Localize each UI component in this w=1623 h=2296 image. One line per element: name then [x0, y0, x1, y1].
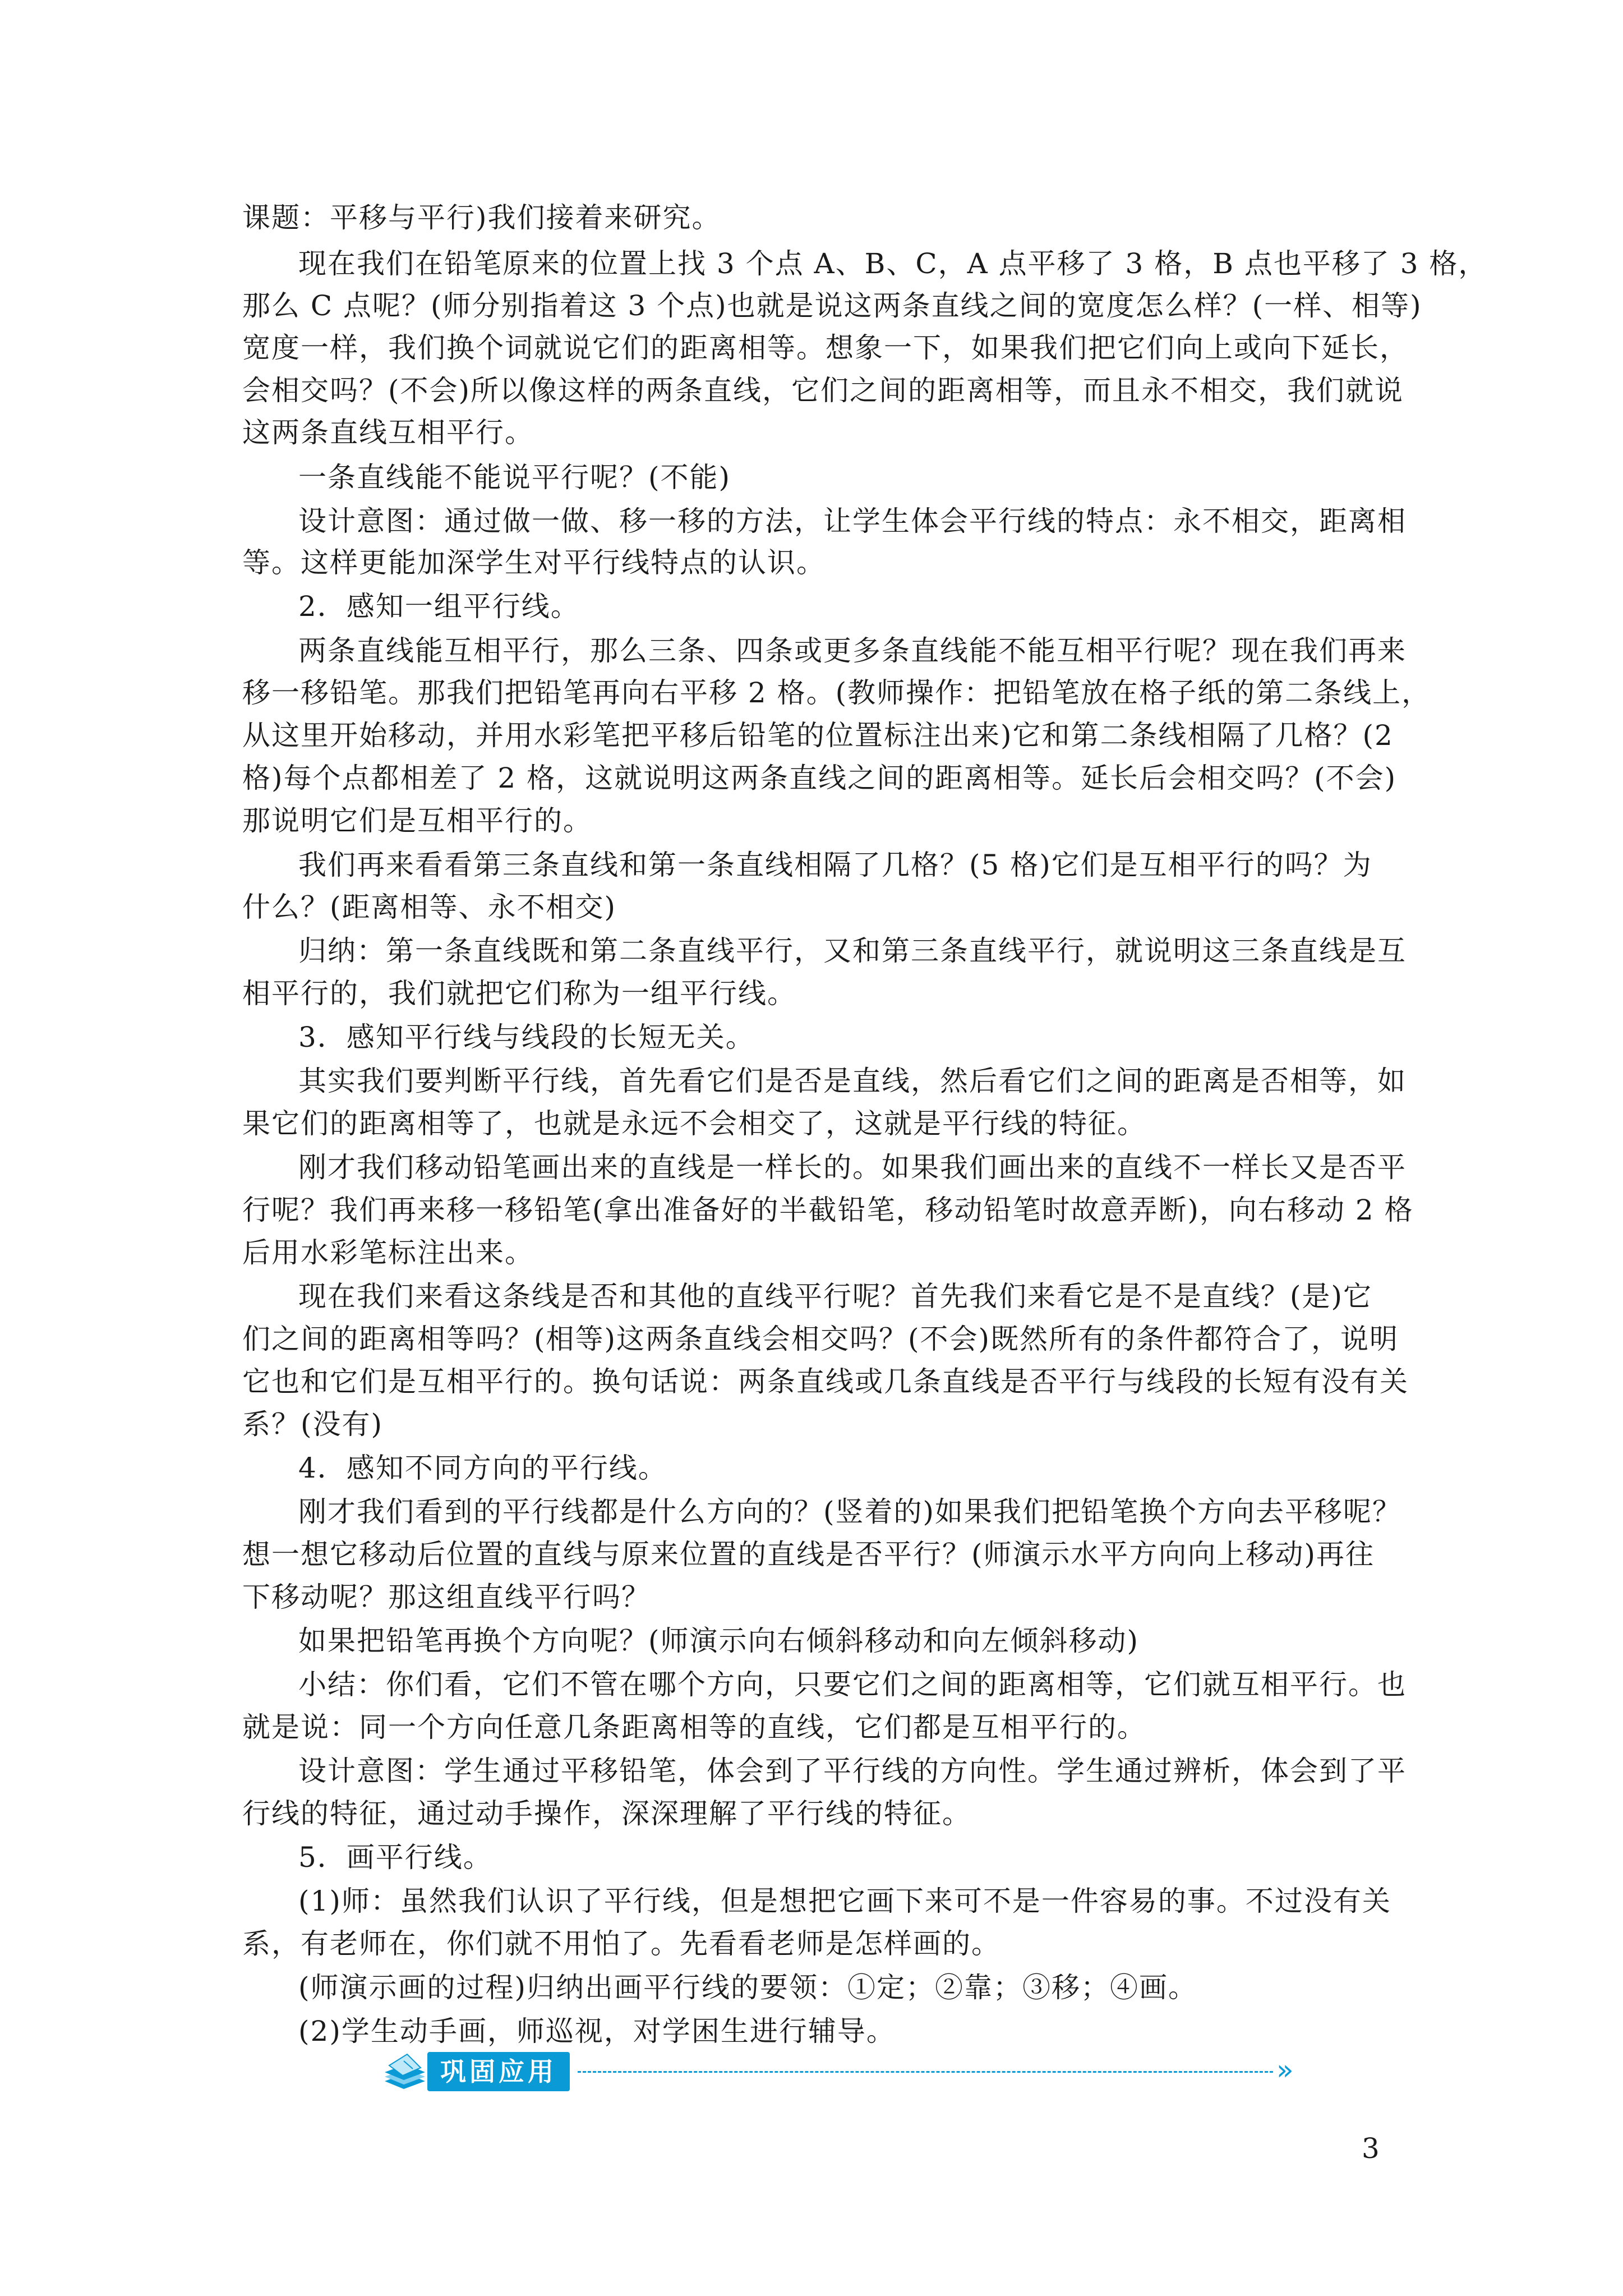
- text-line: 课题：平移与平行)我们接着来研究。: [242, 201, 721, 234]
- text-line: 什么？(距离相等、永不相交): [242, 891, 617, 923]
- text-line: 等。这样更能加深学生对平行线特点的认识。: [242, 546, 826, 579]
- text-line: 它也和它们是互相平行的。换句话说：两条直线或几条直线是否平行与线段的长短有没有关: [242, 1365, 1409, 1398]
- text-line: (2)学生动手画，师巡视，对学困生进行辅导。: [298, 2015, 896, 2047]
- text-line: 会相交吗？(不会)所以像这样的两条直线，它们之间的距离相等，而且永不相交，我们就说: [242, 374, 1404, 407]
- text-line: (师演示画的过程)归纳出画平行线的要领：①定；②靠；③移；④画。: [298, 1971, 1198, 2004]
- text-line: 行呢？我们再来移一移铅笔(拿出准备好的半截铅笔，移动铅笔时故意弄断)，向右移动 2 格: [242, 1194, 1414, 1226]
- text-line: 刚才我们移动铅笔画出来的直线是一样长的。如果我们画出来的直线不一样长又是否平: [298, 1151, 1407, 1184]
- text-line: 3．感知平行线与线段的长短无关。: [298, 1021, 755, 1053]
- text-line: 这两条直线互相平行。: [242, 416, 534, 449]
- text-line: 格)每个点都相差了 2 格，这就说明这两条直线之间的距离相等。延长后会相交吗？(不会): [242, 762, 1397, 794]
- text-line: 归纳：第一条直线既和第二条直线平行，又和第三条直线平行，就说明这三条直线是互: [298, 935, 1407, 967]
- text-line: 设计意图：通过做一做、移一移的方法，让学生体会平行线的特点：永不相交，距离相: [298, 505, 1407, 537]
- text-line: 下移动呢？那这组直线平行吗？: [242, 1581, 651, 1613]
- text-line: (1)师：虽然我们认识了平行线，但是想把它画下来可不是一件容易的事。不过没有关: [298, 1885, 1391, 1917]
- text-line: 那么 C 点呢？(师分别指着这 3 个点)也就是说这两条直线之间的宽度怎么样？(一样、相等): [242, 289, 1422, 322]
- text-line: 系，有老师在，你们就不用怕了。先看看老师是怎样画的。: [242, 1927, 1000, 1960]
- text-line: 系？(没有): [242, 1408, 384, 1441]
- text-line: 果它们的距离相等了，也就是永远不会相交了，这就是平行线的特征。: [242, 1107, 1146, 1140]
- text-line: 们之间的距离相等吗？(相等)这两条直线会相交吗？(不会)既然所有的条件都符合了，说明: [242, 1323, 1399, 1355]
- text-line: 4．感知不同方向的平行线。: [298, 1452, 667, 1484]
- text-line: 我们再来看看第三条直线和第一条直线相隔了几格？(5 格)它们是互相平行的吗？为: [298, 849, 1372, 881]
- text-line: 后用水彩笔标注出来。: [242, 1236, 534, 1269]
- text-line: 刚才我们看到的平行线都是什么方向的？(竖着的)如果我们把铅笔换个方向去平移呢？: [298, 1496, 1402, 1528]
- text-line: 就是说：同一个方向任意几条距离相等的直线，它们都是互相平行的。: [242, 1711, 1146, 1743]
- text-line: 其实我们要判断平行线，首先看它们是否是直线，然后看它们之间的距离是否相等，如: [298, 1065, 1407, 1097]
- text-line: 从这里开始移动，并用水彩笔把平移后铅笔的位置标注出来)它和第二条线相隔了几格？(2: [242, 719, 1394, 752]
- text-line: 宽度一样，我们换个词就说它们的距离相等。想象一下，如果我们把它们向上或向下延长，: [242, 332, 1409, 364]
- text-line: 那说明它们是互相平行的。: [242, 804, 592, 837]
- text-line: 两条直线能互相平行，那么三条、四条或更多条直线能不能互相平行呢？现在我们再来: [298, 634, 1407, 667]
- text-line: 2．感知一组平行线。: [298, 590, 580, 623]
- book-stack-icon: [381, 2049, 427, 2093]
- text-line: 现在我们来看这条线是否和其他的直线平行呢？首先我们来看它是不是直线？(是)它: [298, 1280, 1373, 1313]
- section-header: [381, 2049, 1312, 2093]
- double-chevron-icon: »: [1276, 2054, 1294, 2086]
- text-line: 移一移铅笔。那我们把铅笔再向右平移 2 格。(教师操作：把铅笔放在格子纸的第二条线上，: [242, 677, 1431, 709]
- text-line: 5．画平行线。: [298, 1841, 492, 1874]
- page-number: 3: [1362, 2132, 1380, 2165]
- text-line: 设计意图：学生通过平移铅笔，体会到了平行线的方向性。学生通过辨析，体会到了平: [298, 1755, 1407, 1787]
- text-line: 现在我们在铅笔原来的位置上找 3 个点 A、B、C，A 点平移了 3 格，B 点也平移了 3 格，: [298, 247, 1488, 280]
- text-line: 如果把铅笔再换个方向呢？(师演示向右倾斜移动和向左倾斜移动): [298, 1625, 1140, 1657]
- text-line: 行线的特征，通过动手操作，深深理解了平行线的特征。: [242, 1797, 971, 1830]
- text-line: 相平行的，我们就把它们称为一组平行线。: [242, 977, 796, 1010]
- section-divider: [578, 2071, 1273, 2073]
- text-line: 小结：你们看，它们不管在哪个方向，只要它们之间的距离相等，它们就互相平行。也: [298, 1668, 1407, 1701]
- text-line: 一条直线能不能说平行呢？(不能): [298, 461, 731, 494]
- text-line: 想一想它移动后位置的直线与原来位置的直线是否平行？(师演示水平方向向上移动)再往: [242, 1538, 1375, 1571]
- section-title: 巩固应用: [427, 2052, 570, 2091]
